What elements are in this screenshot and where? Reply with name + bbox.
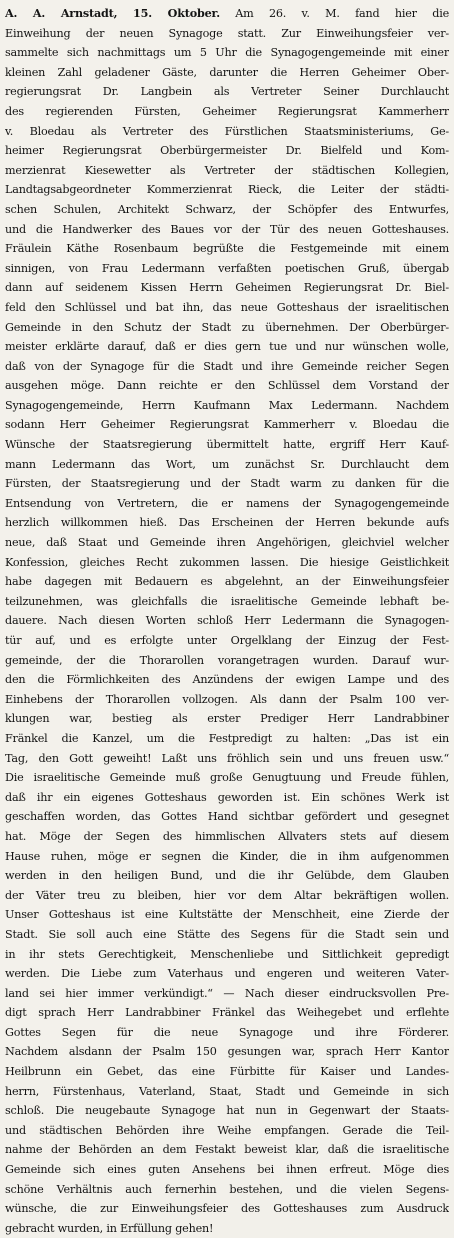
- article-body: [5, 4, 449, 1238]
- article-line: v. Bloedau als Vertreter des Fürstlichen Staatsministeriums, Ge-: [5, 124, 449, 138]
- article-line: schloß. Die neugebaute Synagoge hat nun in Gegenwart der Staats-: [5, 1104, 449, 1118]
- article-line: A. A. Arnstadt, 15. Oktober. Am 26. v. M. fand hier die: [5, 6, 449, 20]
- article-line: hat. Möge der Segen des himmlischen Allvaters stets auf diesem: [5, 829, 449, 843]
- article-line: herrn, Fürstenhaus, Vaterland, Staat, Stadt und Gemeinde in sich: [5, 1084, 449, 1098]
- article-line: heimer Regierungsrat Oberbürgermeister Dr. Bielfeld und Kom-: [5, 144, 449, 158]
- article-line: Wünsche der Staatsregierung übermittelt hatte, ergriff Herr Kauf-: [5, 438, 449, 452]
- article-line: werden. Die Liebe zum Vaterhaus und engeren und weiteren Vater-: [5, 967, 449, 981]
- article-line: und städtischen Behörden ihre Weihe empfangen. Gerade die Teil-: [5, 1123, 449, 1137]
- article-line: Landtagsabgeordneter Kommerzienrat Rieck, die Leiter der städti-: [5, 183, 449, 197]
- article-line: Gemeinde in den Schutz der Stadt zu übernehmen. Der Oberbürger-: [5, 320, 449, 334]
- article-line: dann auf seidenem Kissen Herrn Geheimen Regierungsrat Dr. Biel-: [5, 281, 449, 295]
- article-line: nahme der Behörden an dem Festakt beweist klar, daß die israelitische: [5, 1143, 449, 1157]
- article-line: teilzunehmen, was gleichfalls die israelitische Gemeinde lebhaft be-: [5, 594, 449, 608]
- article-line: Stadt. Sie soll auch eine Stätte des Segens für die Stadt sein und: [5, 927, 449, 941]
- article-line: Entsendung von Vertretern, die er namens der Synagogengemeinde: [5, 496, 449, 510]
- article-line: Gemeinde sich eines guten Ansehens bei ihnen erfreut. Möge dies: [5, 1163, 449, 1177]
- article-line: Einhebens der Thorarollen vollzogen. Als dann der Psalm 100 ver-: [5, 692, 449, 706]
- article-line: Unser Gotteshaus ist eine Kultstätte der Menschheit, eine Zierde der: [5, 908, 449, 922]
- article-line: tür auf, und es erfolgte unter Orgelklang der Einzug der Fest-: [5, 634, 449, 647]
- article-line: kleinen Zahl geladener Gäste, darunter die Herren Geheimer Ober-: [5, 65, 449, 79]
- article-line: geschaffen worden, das Gottes Hand sichtbar gefördert und gesegnet: [5, 810, 449, 824]
- article-line: feld den Schlüssel und bat ihn, das neue Gotteshaus der israelitischen: [5, 300, 449, 314]
- article-line: Heilbrunn ein Gebet, das eine Fürbitte für Kaiser und Landes-: [5, 1065, 449, 1079]
- article-line: regierungsrat Dr. Langbein als Vertreter Seiner Durchlaucht: [5, 85, 449, 99]
- article-line: Hause ruhen, möge er segnen die Kinder, die in ihm aufgenommen: [5, 849, 449, 863]
- article-line: Konfession, gleiches Recht zukommen lassen. Die hiesige Geistlichkeit: [5, 555, 449, 569]
- article-line: dauere. Nach diesen Worten schloß Herr Ledermann die Synagogen-: [5, 614, 449, 628]
- article-dateline: A. A. Arnstadt, 15. Oktober.: [5, 6, 220, 20]
- article-line: Fräulein Käthe Rosenbaum begrüßte die Festgemeinde mit einem: [5, 242, 449, 256]
- article-line: gebracht wurden, in Erfüllung gehen!: [5, 1221, 214, 1235]
- article-line: habe dagegen mit Bedauern es abgelehnt, an der Einweihungsfeier: [5, 575, 449, 589]
- article-line: sodann Herr Geheimer Regierungsrat Kammerherr v. Bloedau die: [5, 418, 449, 432]
- article-line: Tag, den Gott geweiht! Laßt uns fröhlich sein und uns freuen usw.“: [5, 751, 449, 765]
- article-line: werden in den heiligen Bund, und die ihr Gelübde, dem Glauben: [5, 869, 449, 883]
- article-line: mann Ledermann das Wort, um zunächst Sr. Durchlaucht dem: [5, 457, 449, 471]
- article-line: schöne Verhältnis auch fernerhin bestehen, und die vielen Segens-: [5, 1182, 449, 1196]
- article-line: den die Förmlichkeiten des Anzündens der ewigen Lampe und des: [5, 673, 449, 687]
- article-line: klungen war, bestieg als erster Prediger Herr Landrabbiner: [5, 712, 449, 726]
- article-line: Gottes Segen für die neue Synagoge und ihre Förderer.: [5, 1025, 449, 1039]
- article-line: sinnigen, von Frau Ledermann verfaßten poetischen Gruß, übergab: [5, 261, 449, 275]
- article-line: Einweihung der neuen Synagoge statt. Zur Einweihungsfeier ver-: [5, 26, 449, 40]
- article-line: meister erklärte darauf, daß er dies gern tue und nur wünschen wolle,: [5, 340, 449, 354]
- article-line: der Väter treu zu bleiben, hier vor dem Altar bekräftigen wollen.: [5, 888, 449, 902]
- article-line: des regierenden Fürsten, Geheimer Regierungsrat Kammerherr: [5, 104, 449, 118]
- article-line: digt sprach Herr Landrabbiner Fränkel das Weihegebet und erflehte: [5, 1006, 449, 1020]
- article-line: neue, daß Staat und Gemeinde ihren Angehörigen, gleichviel welcher: [5, 536, 449, 550]
- article-line: gemeinde, der die Thorarollen vorangetragen wurden. Darauf wur-: [5, 653, 449, 667]
- article-line: und die Handwerker des Baues vor der Tür des neuen Gotteshauses.: [5, 222, 449, 236]
- article-line: Synagogengemeinde, Herrn Kaufmann Max Ledermann. Nachdem: [5, 398, 449, 412]
- article-line: sammelte sich nachmittags um 5 Uhr die Synagogengemeinde mit einer: [5, 46, 449, 60]
- article-line: Nachdem alsdann der Psalm 150 gesungen war, sprach Herr Kantor: [5, 1045, 449, 1059]
- article-line: wünsche, die zur Einweihungsfeier des Gotteshauses zum Ausdruck: [5, 1202, 449, 1216]
- article-line: schen Schulen, Architekt Schwarz, der Schöpfer des Entwurfes,: [5, 202, 449, 216]
- article-line: Fürsten, der Staatsregierung und der Stadt warm zu danken für die: [5, 477, 449, 491]
- article-line: merzienrat Kiesewetter als Vertreter der städtischen Kollegien,: [5, 163, 449, 177]
- article-line: daß ihr ein eigenes Gotteshaus geworden ist. Ein schönes Werk ist: [5, 790, 449, 804]
- article-line: Die israelitische Gemeinde muß große Genugtuung und Freude fühlen,: [5, 771, 449, 785]
- article-line: ausgehen möge. Dann reichte er den Schlüssel dem Vorstand der: [5, 379, 449, 393]
- article-line: daß von der Synagoge für die Stadt und ihre Gemeinde reicher Segen: [5, 359, 449, 373]
- article-line: herzlich willkommen hieß. Das Erscheinen der Herren bekunde aufs: [5, 516, 449, 530]
- article-line: land sei hier immer verkündigt.“ — Nach dieser eindrucksvollen Pre-: [5, 986, 449, 1000]
- article-line: in ihr stets Gerechtigkeit, Menschenliebe und Sittlichkeit gepredigt: [5, 947, 449, 961]
- article-line: Fränkel die Kanzel, um die Festpredigt zu halten: „Das ist ein: [5, 731, 449, 745]
